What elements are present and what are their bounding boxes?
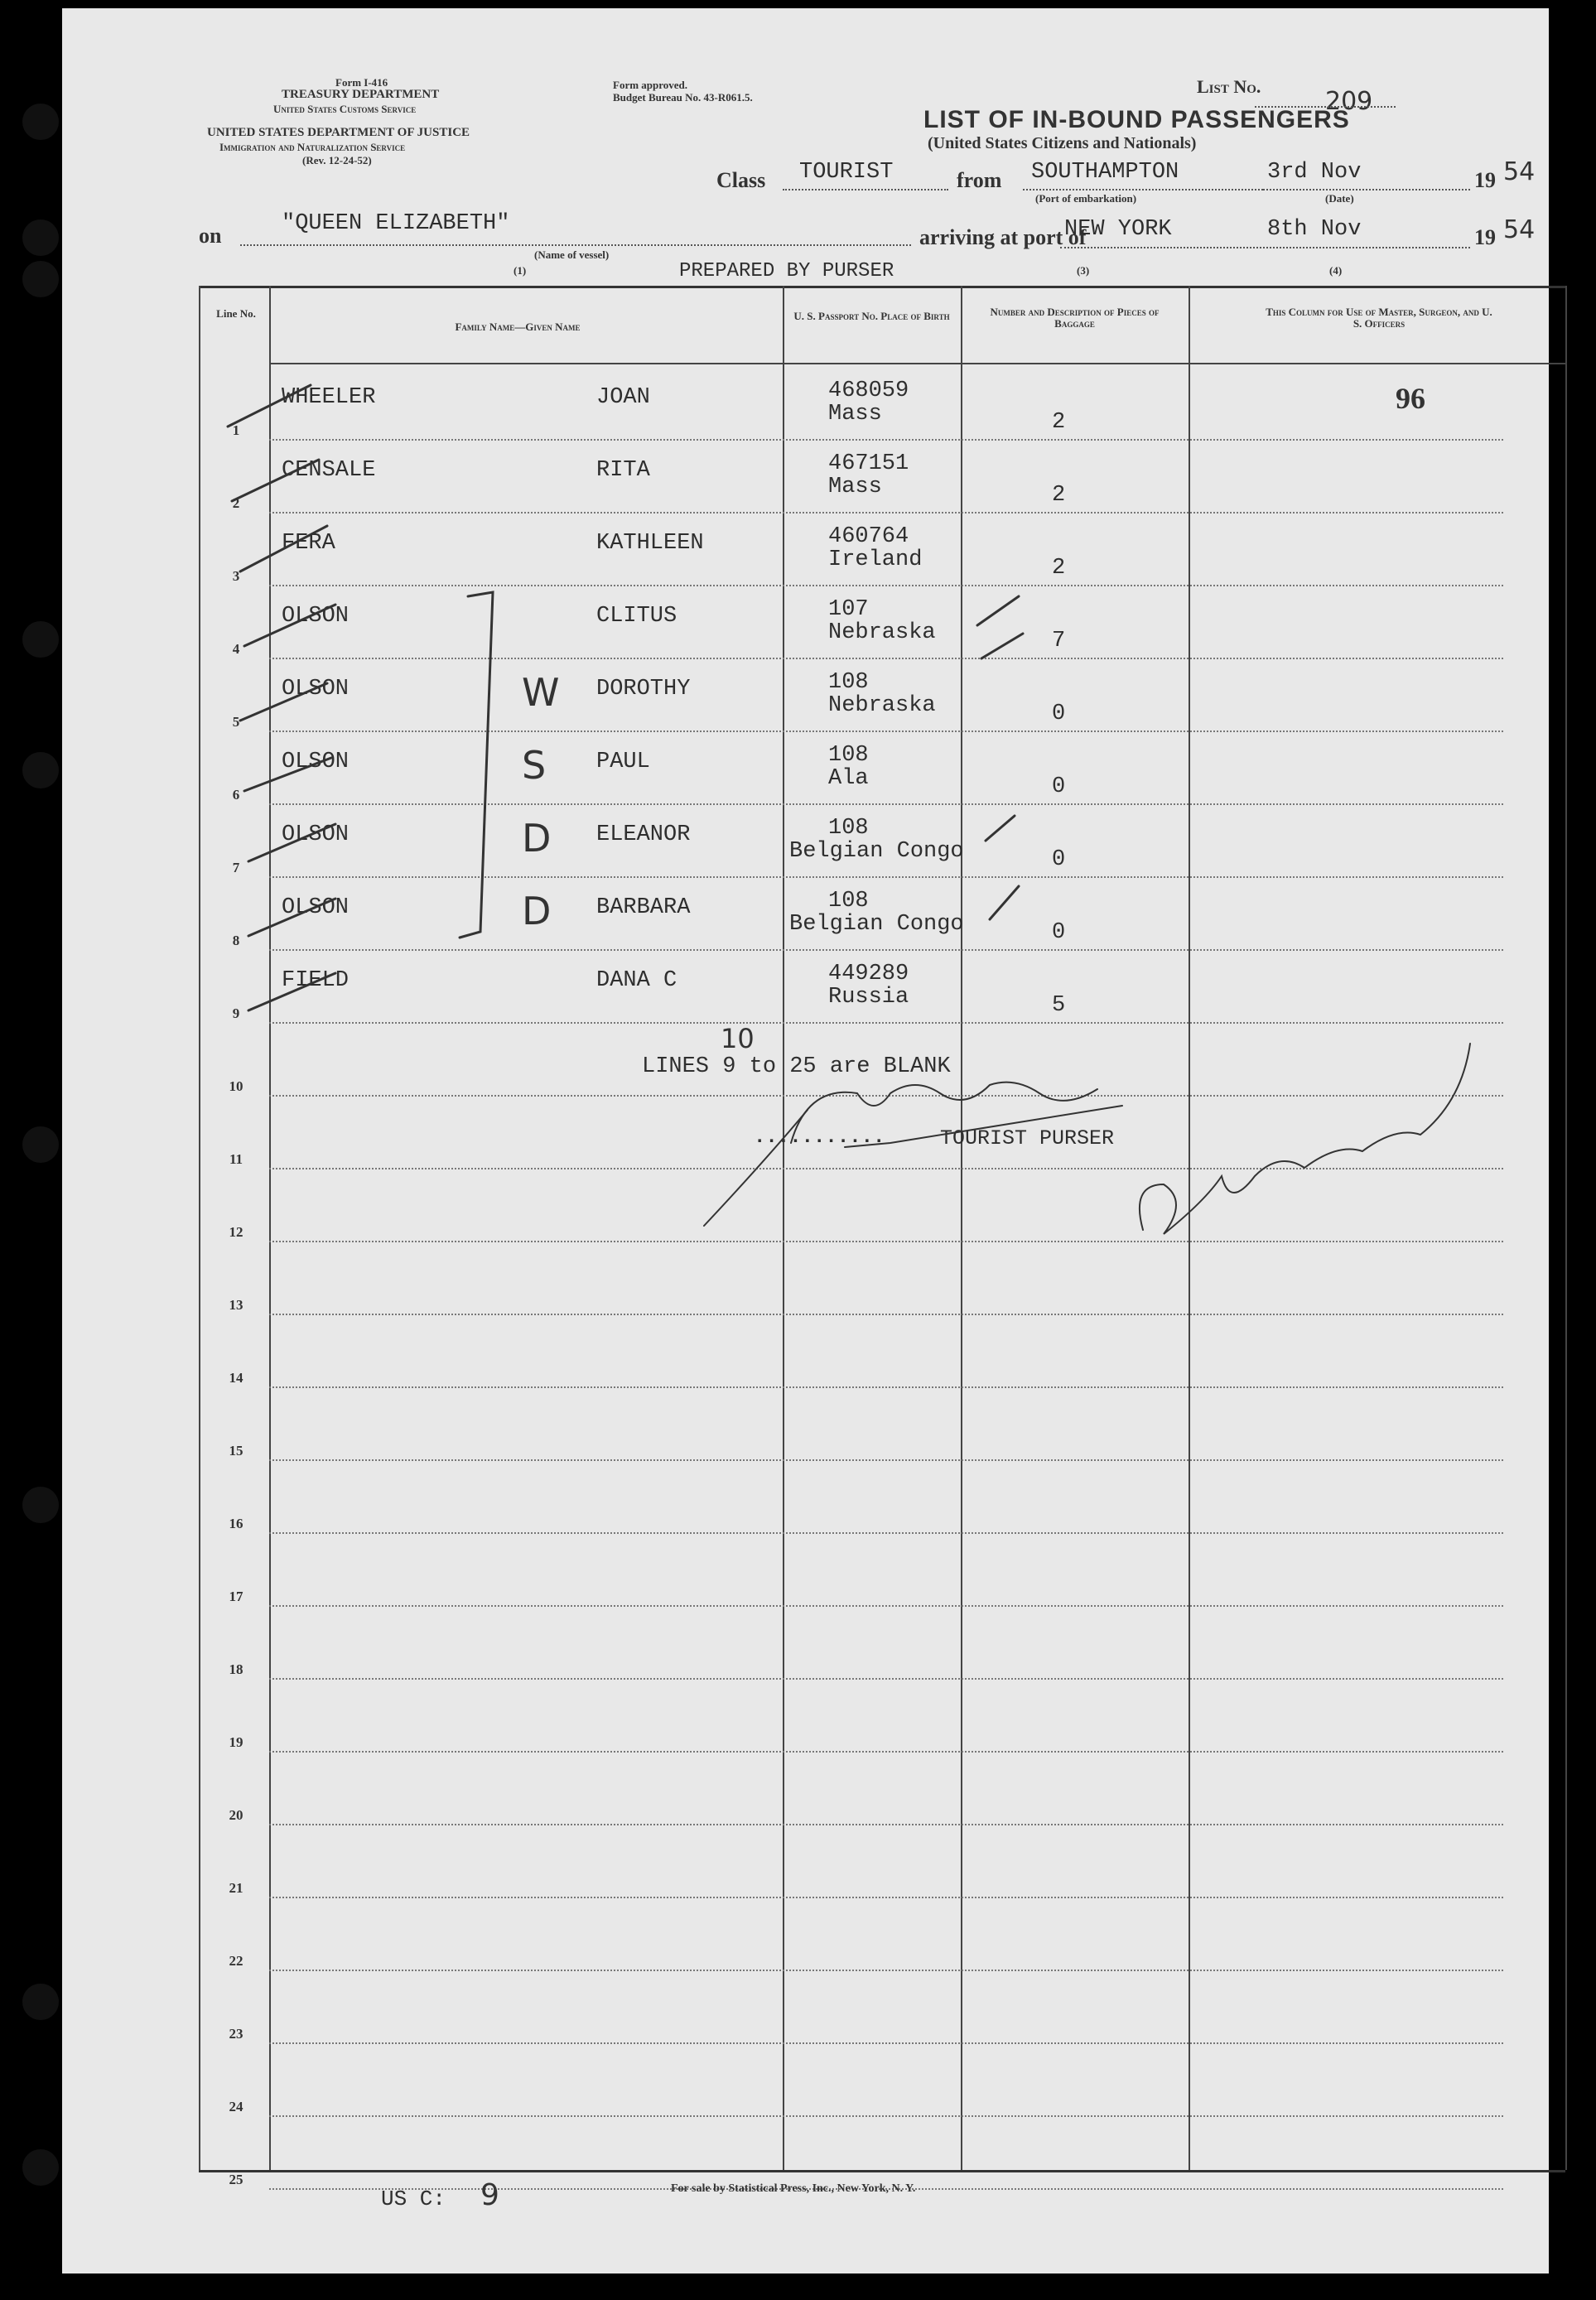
on-label: on <box>199 224 222 248</box>
signature-icon <box>1140 1044 1470 1234</box>
passenger-given-name: KATHLEEN <box>596 531 704 556</box>
passport-number: 468059 <box>828 379 909 403</box>
col1-caption: (1) <box>514 264 527 277</box>
place-of-birth: Nebraska <box>828 620 936 645</box>
col3-caption: (3) <box>1077 264 1090 277</box>
handwriting-layer <box>62 8 1549 2273</box>
usc-label: US C: <box>381 2187 446 2211</box>
form-number: Form I-416 <box>335 76 388 89</box>
revision-date: (Rev. 12-24-52) <box>302 154 372 166</box>
passport-number: 460764 <box>828 524 909 549</box>
vessel-caption: (Name of vessel) <box>534 248 610 261</box>
line-number: 22 <box>229 1953 243 1969</box>
place-of-birth: Russia <box>828 985 909 1010</box>
purser-dots: ........... <box>754 1126 885 1149</box>
embark-port: SOUTHAMPTON <box>1031 160 1179 185</box>
line-number: 10 <box>229 1078 243 1094</box>
line-number: 4 <box>232 641 240 657</box>
line-number: 9 <box>232 1005 240 1021</box>
line-number: 5 <box>232 714 240 730</box>
punch-hole <box>22 1126 59 1163</box>
prepared-by: PREPARED BY PURSER <box>679 260 894 282</box>
budget-bureau: Budget Bureau No. 43-R061.5. <box>613 91 753 104</box>
baggage-count: 0 <box>1052 702 1066 726</box>
officer-mark: 96 <box>1396 382 1425 415</box>
line-number: 16 <box>229 1516 243 1531</box>
passport-number: 108 <box>828 816 869 841</box>
passport-number: 449289 <box>828 962 909 986</box>
line-number: 8 <box>232 933 240 948</box>
form-approved: Form approved. <box>613 79 688 91</box>
form-title: LIST OF IN-BOUND PASSENGERS <box>923 106 1350 133</box>
passenger-family-name: OLSON <box>282 750 350 774</box>
col-header-passport: U. S. Passport No. Place of Birth <box>793 310 950 322</box>
passenger-given-name: BARBARA <box>596 895 691 920</box>
relationship-mark: S <box>522 743 547 788</box>
purser-title: TOURIST PURSER <box>940 1126 1115 1150</box>
class-value: TOURIST <box>799 160 894 185</box>
line-number: 18 <box>229 1661 243 1677</box>
passenger-family-name: OLSON <box>282 822 350 847</box>
passenger-family-name: OLSON <box>282 677 350 702</box>
line-number: 2 <box>232 495 240 511</box>
check-mark-icon <box>248 824 335 861</box>
place-of-birth: Belgian Congo <box>789 912 964 937</box>
passport-number: 108 <box>828 889 869 914</box>
table-right-border <box>1565 286 1567 2170</box>
place-of-birth: Mass <box>828 402 882 427</box>
passenger-given-name: PAUL <box>596 750 650 774</box>
justice-dept: UNITED STATES DEPARTMENT OF JUSTICE <box>207 126 470 139</box>
baggage-count: 2 <box>1052 483 1066 508</box>
line-number: 21 <box>229 1880 243 1896</box>
relationship-mark: W <box>522 670 560 715</box>
passenger-given-name: DANA C <box>596 968 677 993</box>
line-number: 6 <box>232 787 240 803</box>
date-caption: (Date) <box>1325 192 1354 205</box>
col-header-baggage: Number and Description of Pieces of Baggage <box>990 306 1160 330</box>
line-number: 25 <box>229 2172 243 2187</box>
departure-year: 54 <box>1503 157 1536 186</box>
baggage-count: 2 <box>1052 556 1066 581</box>
place-of-birth: Ireland <box>828 547 923 572</box>
line-number: 19 <box>229 1734 243 1750</box>
line-number: 7 <box>232 860 240 875</box>
punch-hole <box>22 752 59 788</box>
line-number: 3 <box>232 568 240 584</box>
check-mark-icon <box>986 816 1015 841</box>
blank-lines-note: LINES 9 to 25 are BLANK <box>642 1054 951 1079</box>
arrival-date: 8th Nov <box>1267 217 1362 242</box>
relationship-mark: D <box>522 889 552 933</box>
treasury-dept: TREASURY DEPARTMENT <box>282 88 440 101</box>
check-mark-icon <box>244 758 331 791</box>
passenger-family-name: OLSON <box>282 895 350 920</box>
departure-date: 3rd Nov <box>1267 160 1362 185</box>
check-mark-icon <box>981 634 1023 658</box>
passport-number: 108 <box>828 743 869 768</box>
line-number: 14 <box>229 1370 243 1386</box>
line-number: 12 <box>229 1224 243 1240</box>
embark-caption: (Port of embarkation) <box>1035 192 1137 205</box>
relationship-mark: D <box>522 816 552 861</box>
passenger-family-name: CENSALE <box>282 458 376 483</box>
line-number: 1 <box>232 422 240 438</box>
punch-hole <box>22 2149 59 2186</box>
check-mark-icon <box>240 526 327 571</box>
check-mark-icon <box>240 683 327 721</box>
blank-correction: 10 <box>721 1023 755 1054</box>
list-no-label: List No. <box>1197 76 1261 97</box>
place-of-birth: Mass <box>828 475 882 499</box>
list-no-value: 209 <box>1325 87 1373 116</box>
passenger-family-name: FIELD <box>282 968 350 993</box>
line-number: 11 <box>229 1151 243 1167</box>
customs-service: United States Customs Service <box>273 103 417 115</box>
punch-hole <box>22 104 59 140</box>
check-mark-icon <box>244 605 335 646</box>
check-mark-icon <box>232 460 319 501</box>
place-of-birth: Nebraska <box>828 693 936 718</box>
passenger-given-name: JOAN <box>596 385 650 410</box>
usc-value: 9 <box>480 2178 499 2212</box>
baggage-count: 5 <box>1052 993 1066 1018</box>
line-number: 23 <box>229 2026 243 2042</box>
check-mark-icon <box>990 886 1019 919</box>
year-prefix: 19 <box>1474 168 1496 192</box>
punch-hole <box>22 219 59 256</box>
place-of-birth: Ala <box>828 766 869 791</box>
signature-icon <box>845 1106 1122 1147</box>
baggage-count: 0 <box>1052 774 1066 799</box>
arrival-year: 54 <box>1503 215 1536 244</box>
class-label: Class <box>716 168 766 192</box>
passenger-given-name: ELEANOR <box>596 822 691 847</box>
line-number: 13 <box>229 1297 243 1313</box>
baggage-count: 0 <box>1052 847 1066 872</box>
form-subtitle: (United States Citizens and Nationals) <box>928 134 1197 152</box>
line-number: 24 <box>229 2099 243 2114</box>
col4-caption: (4) <box>1329 264 1343 277</box>
baggage-count: 2 <box>1052 410 1066 435</box>
passport-number: 467151 <box>828 451 909 476</box>
check-mark-icon <box>248 973 335 1010</box>
arriving-label: arriving at port of <box>919 225 1087 249</box>
baggage-count: 7 <box>1052 629 1066 653</box>
line-number: 15 <box>229 1443 243 1459</box>
punch-hole <box>22 1487 59 1523</box>
signature-icon <box>704 1110 808 1226</box>
punch-hole <box>22 1984 59 2020</box>
check-mark-icon <box>977 596 1019 625</box>
col-header-officers: This Column for Use of Master, Surgeon, and U. S. Officers <box>1266 306 1492 330</box>
ins-service: Immigration and Naturalization Service <box>219 141 406 153</box>
vessel-name: "QUEEN ELIZABETH" <box>282 211 510 236</box>
passport-number: 108 <box>828 670 869 695</box>
passenger-given-name: DOROTHY <box>596 677 691 702</box>
passport-number: 107 <box>828 597 869 622</box>
place-of-birth: Belgian Congo <box>789 839 964 864</box>
check-mark-icon <box>248 899 335 936</box>
printer-credit: For sale by Statistical Press, Inc., New York, N. Y. <box>671 2182 916 2195</box>
passenger-family-name: FERA <box>282 531 335 556</box>
col-header-name: Family Name—Given Name <box>455 321 581 333</box>
from-label: from <box>957 168 1002 192</box>
arrival-port: NEW YORK <box>1064 217 1172 242</box>
manifest-sheet <box>62 8 1549 2273</box>
year-prefix-2: 19 <box>1474 225 1496 249</box>
punch-hole <box>22 621 59 658</box>
passenger-given-name: RITA <box>596 458 650 483</box>
col-header-line-no: Line No. <box>216 307 256 320</box>
check-mark-icon <box>228 385 311 427</box>
punch-hole <box>22 261 59 297</box>
bracket-icon <box>460 592 493 938</box>
line-number: 17 <box>229 1589 243 1604</box>
passenger-given-name: CLITUS <box>596 604 677 629</box>
passenger-family-name: WHEELER <box>282 385 376 410</box>
passenger-family-name: OLSON <box>282 604 350 629</box>
baggage-count: 0 <box>1052 920 1066 945</box>
line-number: 20 <box>229 1807 243 1823</box>
